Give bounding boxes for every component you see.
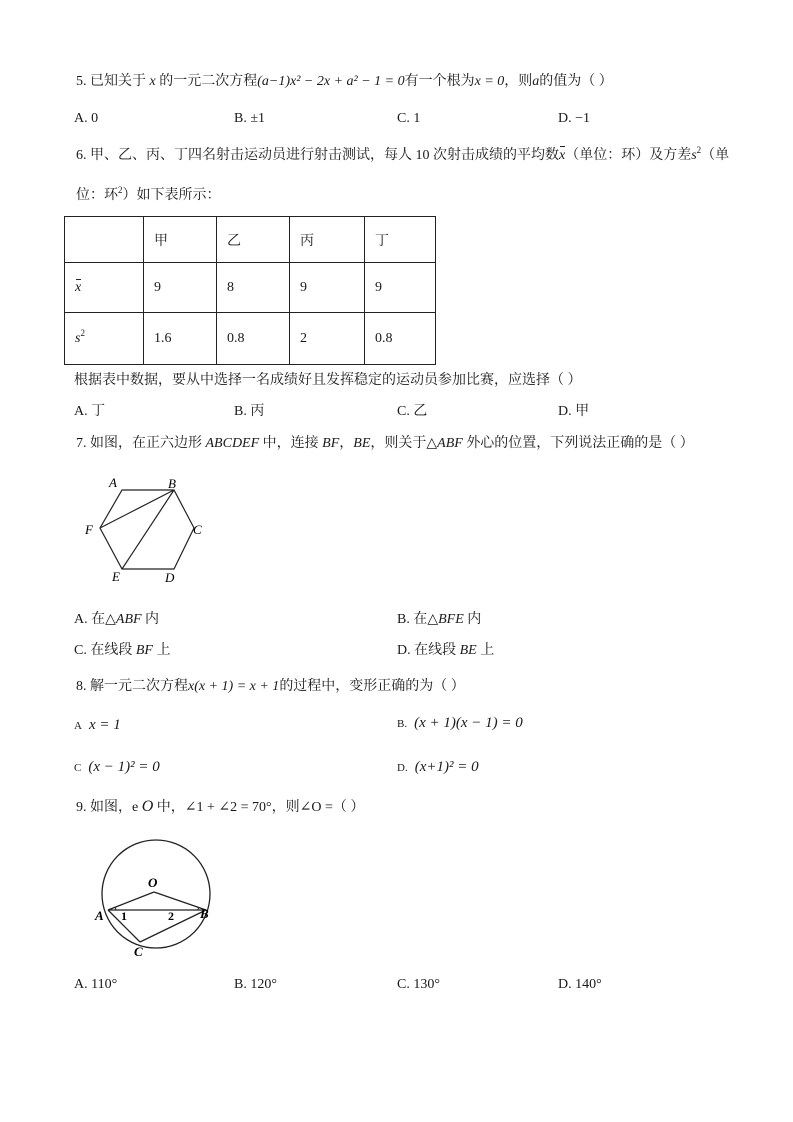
variance-symbol: s [75, 330, 81, 346]
q5-stem-text-a: 5. 已知关于 [76, 74, 150, 89]
q6-option-b[interactable]: B. 丙 [234, 404, 265, 419]
q8-option-d-label: D. [397, 762, 408, 774]
table-cell: 9 [365, 263, 436, 313]
q7-option-c-prefix: C. 在线段 [74, 643, 136, 658]
hexagon-outline [100, 490, 194, 569]
q7-option-b-suffix: 内 [463, 612, 482, 627]
vertex-label-d: D [165, 570, 175, 585]
q9-option-a[interactable]: A. 110° [74, 977, 118, 992]
q8-stem-text-a: 8. 解一元二次方程 [76, 679, 188, 694]
q9-option-c[interactable]: C. 130° [397, 977, 440, 992]
q6-stem-line2: 位：环$^2$）如下表所示： [76, 185, 221, 203]
q7-option-d-suffix: 上 [476, 643, 495, 658]
q5-stem-text-b: 的一元二次方程 [155, 74, 258, 89]
q7-option-d-math: BE [459, 643, 477, 658]
segment-be [122, 490, 174, 569]
q5-var-x: x [149, 74, 156, 89]
q7-stem-text-d: 外心的位置，下列说法正确的是（ ） [462, 436, 694, 451]
q6-variance-symbol: s [691, 148, 697, 163]
q7-option-b-math: BFE [438, 612, 464, 627]
q5-stem-text-c: 有一个根为 [404, 74, 475, 89]
q7-option-c[interactable] [74, 642, 170, 660]
vertex-label-b: B [168, 476, 176, 491]
q8-option-d[interactable] [397, 758, 479, 777]
q8-stem [76, 678, 465, 696]
q5-root: x = 0 [474, 74, 505, 89]
q6-stem-text-c: （单 [701, 148, 730, 163]
point-label-a: A [95, 908, 104, 923]
q6-stem-line2-text: 位：环 [76, 188, 118, 203]
q9-circle-name: O [141, 798, 154, 815]
table-header-cell: 丙 [290, 217, 365, 263]
q7-option-a[interactable] [74, 611, 159, 629]
table-row-label: $s^2$ [65, 313, 144, 365]
table-cell: 9 [144, 263, 217, 313]
q8-option-b[interactable] [397, 714, 523, 733]
table-header-cell: 丁 [365, 217, 436, 263]
q9-option-b[interactable]: B. 120° [234, 977, 277, 992]
q7-option-c-math: BF [135, 643, 153, 658]
vertex-label-e: E [112, 569, 120, 584]
table-header-cell [65, 217, 144, 263]
q6-stem-text: 6. 甲、乙、丙、丁四名射击运动员进行射击测试，每人 10 次射击成绩的平均数 [76, 148, 559, 163]
q5-equation: (a−1)x² − 2x + a² − 1 = 0 [257, 74, 405, 89]
q7-hexagon-name: ABCDEF [205, 436, 260, 451]
q8-option-a-expr: x = 1 [88, 717, 121, 733]
q5-option-b[interactable]: B. ±1 [234, 111, 266, 126]
angle-label-1: 1 [121, 909, 127, 923]
q9-circle-symbol: e [132, 800, 139, 815]
q6-question: 根据表中数据，要从中选择一名成绩好且发挥稳定的运动员参加比赛，应选择（ ） [74, 373, 582, 388]
q5-option-c[interactable]: C. 1 [397, 111, 421, 126]
q8-option-b-label: B. [397, 718, 408, 730]
table-header-cell: 甲 [144, 217, 217, 263]
q8-option-b-expr: (x + 1)(x − 1) = 0 [414, 715, 523, 731]
q7-option-d-prefix: D. 在线段 [397, 643, 460, 658]
q5-option-a[interactable]: A. 0 [74, 111, 99, 126]
vertex-label-c: C [193, 522, 202, 537]
q5-stem-text-e: 的值为（ ） [539, 74, 613, 89]
q6-option-a[interactable]: A. 丁 [74, 404, 106, 419]
q7-option-c-suffix: 上 [152, 643, 171, 658]
q7-stem [76, 435, 694, 453]
q6-mean-symbol: x [559, 148, 566, 163]
segment-ob [154, 892, 206, 910]
q8-option-c-label: C [74, 762, 82, 774]
q5-option-d[interactable]: D. −1 [558, 111, 591, 126]
table-cell: 1.6 [144, 313, 217, 365]
vertex-label-a: A [109, 475, 117, 490]
q7-separator: ， [339, 436, 354, 451]
q7-segment-be: BE [353, 436, 371, 451]
q6-data-table [64, 216, 436, 365]
q7-triangle-name: ABF [437, 436, 463, 451]
q8-option-d-expr: (x+1)² = 0 [414, 759, 479, 775]
q8-equation: x(x + 1) = x + 1 [188, 679, 280, 694]
q9-stem-text-a: 9. 如图， [76, 800, 132, 815]
q9-stem [76, 798, 364, 817]
q6-stem-text-b: （单位：环）及方差 [565, 148, 692, 163]
table-row-variance [65, 313, 436, 365]
table-cell: 9 [290, 263, 365, 313]
q7-option-a-prefix: A. 在△ [74, 612, 116, 627]
q8-option-c[interactable] [74, 758, 160, 777]
table-header-cell: 乙 [217, 217, 290, 263]
q7-option-b[interactable] [397, 611, 481, 629]
q6-stem-line2-text-b: ）如下表所示： [122, 188, 221, 203]
table-cell: 0.8 [365, 313, 436, 365]
q7-segment-bf: BF [322, 436, 340, 451]
q8-stem-text-b: 的过程中，变形正确的为（ ） [279, 679, 465, 694]
q6-option-d[interactable]: D. 甲 [558, 404, 590, 419]
mean-symbol: x [75, 279, 82, 295]
table-row-label [65, 263, 144, 313]
q7-option-a-suffix: 内 [141, 612, 160, 627]
q5-var-a: a [532, 74, 540, 89]
q7-option-d[interactable] [397, 642, 494, 660]
vertex-label-f: F [85, 522, 93, 537]
table-header-row [65, 217, 436, 263]
q5-stem-text-d: ，则 [504, 74, 533, 89]
q8-option-a-label: A [74, 720, 82, 732]
q6-stem-line1: 6. 甲、乙、丙、丁四名射击运动员进行射击测试，每人 10 次射击成绩的平均数x（单位：环）及方差$s^2$（单 [76, 145, 730, 163]
q7-stem-text-c: ，则关于△ [370, 436, 438, 451]
q9-stem-text-b: 中，∠1 + ∠2 = 70°，则∠O =（ ） [153, 800, 365, 815]
q7-option-b-prefix: B. 在△ [397, 612, 439, 627]
q7-hexagon-figure [80, 470, 210, 590]
q9-circle-figure [90, 826, 230, 966]
q5-stem [76, 73, 613, 91]
circle-o [102, 840, 210, 948]
q8-option-a[interactable] [74, 716, 121, 735]
q7-stem-text-a: 7. 如图，在正六边形 [76, 436, 206, 451]
q9-option-d[interactable]: D. 140° [558, 977, 602, 992]
point-label-b: B [200, 906, 209, 921]
table-cell: 0.8 [217, 313, 290, 365]
table-cell: 8 [217, 263, 290, 313]
q7-option-a-math: ABF [115, 612, 142, 627]
q7-stem-text-b: 中，连接 [259, 436, 323, 451]
point-label-c: C [134, 944, 143, 959]
q6-option-c[interactable]: C. 乙 [397, 404, 428, 419]
table-cell: 2 [290, 313, 365, 365]
point-label-o: O [148, 875, 158, 890]
table-row-mean [65, 263, 436, 313]
q8-option-c-expr: (x − 1)² = 0 [88, 759, 160, 775]
angle-label-2: 2 [168, 909, 174, 923]
